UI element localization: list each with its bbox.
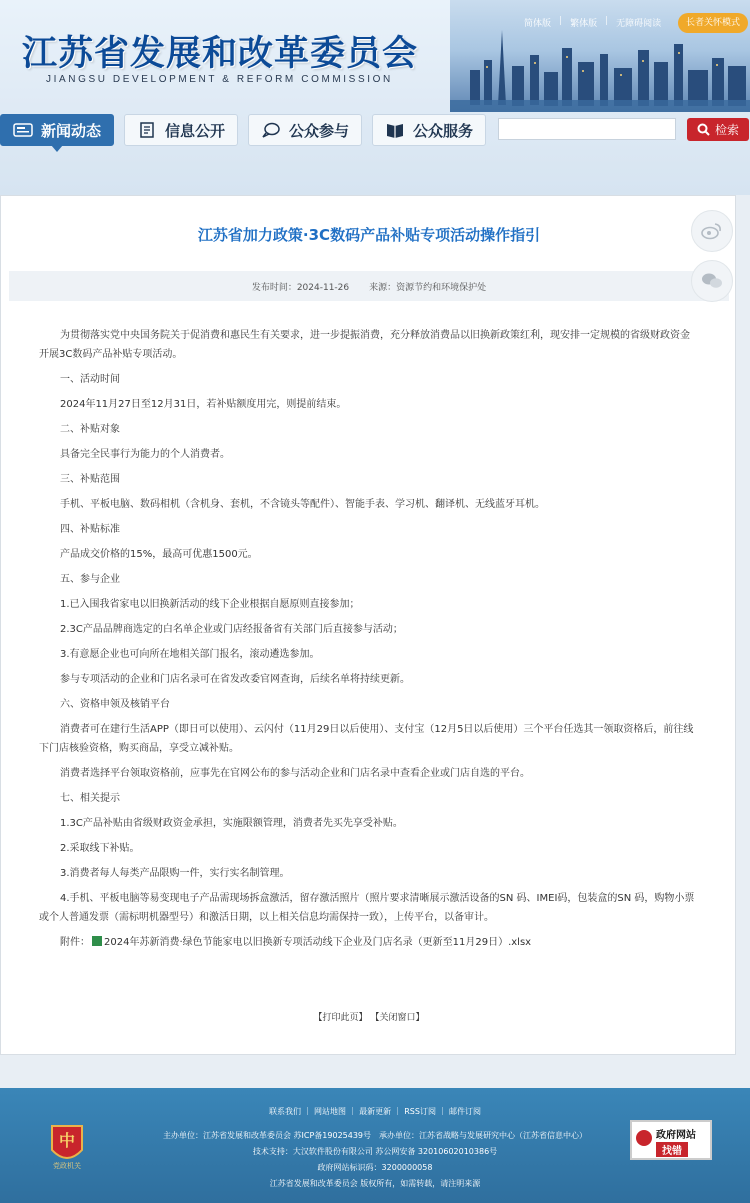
section-heading: 三、补贴范围 (60, 474, 120, 485)
paragraph: 4.手机、平板电脑等易变现电子产品需现场拆盒激活，留存激活照片（照片要求清晰展示激活设备的SN 码、IMEI码，包装盒的SN 码，购物小票或个人普通发票（需标明机器型号）和激活日期，以上相关信息均需保持一致），上传平台，以备审计。 (39, 893, 695, 923)
nav-info-label: 信息公开 (165, 121, 226, 140)
publish-time: 发布时间：2024-11-26 (251, 282, 350, 293)
gov-site-error-report-badge[interactable] (630, 1120, 712, 1160)
site-logo-chinese[interactable]: 江苏省发展和改革委员会 (22, 33, 419, 74)
section-heading: 四、补贴标准 (60, 524, 120, 535)
site-logo-english: JIANGSU DEVELOPMENT & REFORM COMMISSION (46, 74, 393, 85)
paragraph: 2024年11月27日至12月31日，若补贴额度用完，则提前结束。 (60, 399, 347, 410)
search-button-label: 检索 (714, 123, 739, 137)
section-heading: 七、相关提示 (60, 793, 120, 804)
badge-action: 找错 (656, 1142, 688, 1157)
section-heading: 一、活动时间 (60, 374, 120, 385)
section-heading: 五、参与企业 (60, 574, 120, 585)
separator: | (559, 16, 563, 26)
article-content (39, 326, 699, 958)
article-source: 来源：资源节约和环境保护处 (369, 282, 487, 293)
book-icon (385, 122, 405, 138)
emblem-caption: 党政机关 (53, 1162, 81, 1170)
paragraph: 2.3C产品品牌商选定的白名单企业或门店经报备省有关部门后直接参与活动； (60, 624, 403, 635)
footer-host-info: 主办单位：江苏省发展和改革委员会 苏ICP备19025439号 承办单位：江苏省战略与发展研究中心（江苏省信息中心） (162, 1131, 588, 1140)
paragraph: 手机、平板电脑、数码相机（含机身、套机，不含镜头等配件）、智能手表、学习机、翻译机、无线蓝牙耳机。 (60, 499, 545, 510)
article-panel (0, 195, 736, 1055)
attachment-link[interactable]: 2024年苏新消费·绿色节能家电以旧换新专项活动线下企业及门店名录（更新至11月29日）.xlsx (104, 937, 532, 948)
nav-info-disclosure[interactable] (124, 114, 238, 146)
section-heading: 二、补贴对象 (60, 424, 120, 435)
nav-public-service[interactable] (372, 114, 486, 146)
close-window-link[interactable]: 【关闭窗口】 (370, 1013, 425, 1023)
accessibility-link[interactable]: 无障碍阅读 (616, 19, 662, 29)
footer-site-id: 政府网站标识码：3200000058 (317, 1163, 433, 1172)
article-meta (9, 271, 729, 301)
footer-tech-support: 技术支持：大汉软件股份有限公司 苏公网安备 32010602010386号 (252, 1147, 498, 1156)
nav-public-participation[interactable] (248, 114, 362, 146)
search-button[interactable] (687, 118, 749, 141)
news-icon (13, 122, 33, 138)
nav-service-label: 公众服务 (413, 121, 474, 140)
excel-file-icon (92, 936, 102, 946)
paragraph: 具备完全民事行为能力的个人消费者。 (60, 449, 230, 460)
footer-copyright: 江苏省发展和改革委员会 版权所有，如需转载，请注明来源 (269, 1179, 481, 1188)
attachment-line (39, 933, 699, 952)
section-heading: 六、资格申领及核销平台 (60, 699, 170, 710)
weibo-icon (701, 222, 723, 240)
chat-bubble-icon (261, 122, 281, 138)
wechat-share-button[interactable] (691, 260, 733, 302)
svg-text:中: 中 (58, 1131, 76, 1150)
nav-news-label: 新闻动态 (41, 121, 102, 140)
print-close-links (1, 1010, 737, 1023)
search-input[interactable] (498, 118, 676, 140)
footer-links[interactable]: 联系我们 ｜ 网站地图 ｜ 最新更新 ｜ RSS订阅 ｜ 邮件订阅 (268, 1107, 482, 1116)
paragraph: 2.采取线下补贴。 (60, 843, 140, 854)
paragraph: 消费者可在建行生活APP（即日可以使用）、云闪付（11月29日以后使用）、支付宝（12月5日以后使用）三个平台任选其一领取资格后，前往线下门店核验资格，购买商品，享受立减补贴。 (39, 724, 694, 754)
paragraph: 3.消费者每人每类产品限购一件，实行实名制管理。 (60, 868, 290, 879)
article-title: 江苏省加力政策·3C数码产品补贴专项活动操作指引 (197, 226, 541, 244)
simplified-chinese-link[interactable]: 简体版 (524, 19, 552, 29)
paragraph: 消费者选择平台领取资格前，应事先在官网公布的参与活动企业和门店名录中查看企业或门店自选的平台。 (60, 768, 530, 779)
site-footer (0, 1088, 750, 1203)
badge-title: 政府网站 (656, 1130, 696, 1141)
national-emblem-icon (636, 1130, 652, 1146)
separator: | (605, 16, 609, 26)
search-icon (697, 123, 710, 136)
site-header (0, 0, 750, 195)
elder-mode-button[interactable]: 长者关怀模式 (678, 13, 748, 33)
paragraph: 产品成交价格的15%，最高可优惠1500元。 (60, 549, 258, 560)
weibo-share-button[interactable] (691, 210, 733, 252)
paragraph: 为贯彻落实党中央国务院关于促消费和惠民生有关要求，进一步提振消费，充分释放消费品以旧换新政策红利，现安排一定规模的省级财政资金开展3C数码产品补贴专项活动。 (39, 330, 690, 360)
nav-participation-label: 公众参与 (289, 121, 350, 140)
main-nav (0, 114, 486, 146)
document-icon (137, 122, 157, 138)
wechat-icon (701, 272, 723, 290)
paragraph: 1.已入围我省家电以旧换新活动的线下企业根据自愿原则直接参加； (60, 599, 360, 610)
paragraph: 3.有意愿企业也可向所在地相关部门报名，滚动遴选参加。 (60, 649, 320, 660)
top-links (524, 16, 661, 29)
attachment-label: 附件： (60, 937, 90, 948)
traditional-chinese-link[interactable]: 繁体版 (570, 19, 598, 29)
paragraph: 1.3C产品补贴由省级财政资金承担，实施限额管理，消费者先买先享受补贴。 (60, 818, 403, 829)
print-page-link[interactable]: 【打印此页】 (313, 1013, 368, 1023)
nav-news[interactable] (0, 114, 114, 146)
paragraph: 参与专项活动的企业和门店名录可在省发改委官网查询，后续名单将持续更新。 (60, 674, 410, 685)
party-government-emblem-icon[interactable] (48, 1122, 86, 1166)
